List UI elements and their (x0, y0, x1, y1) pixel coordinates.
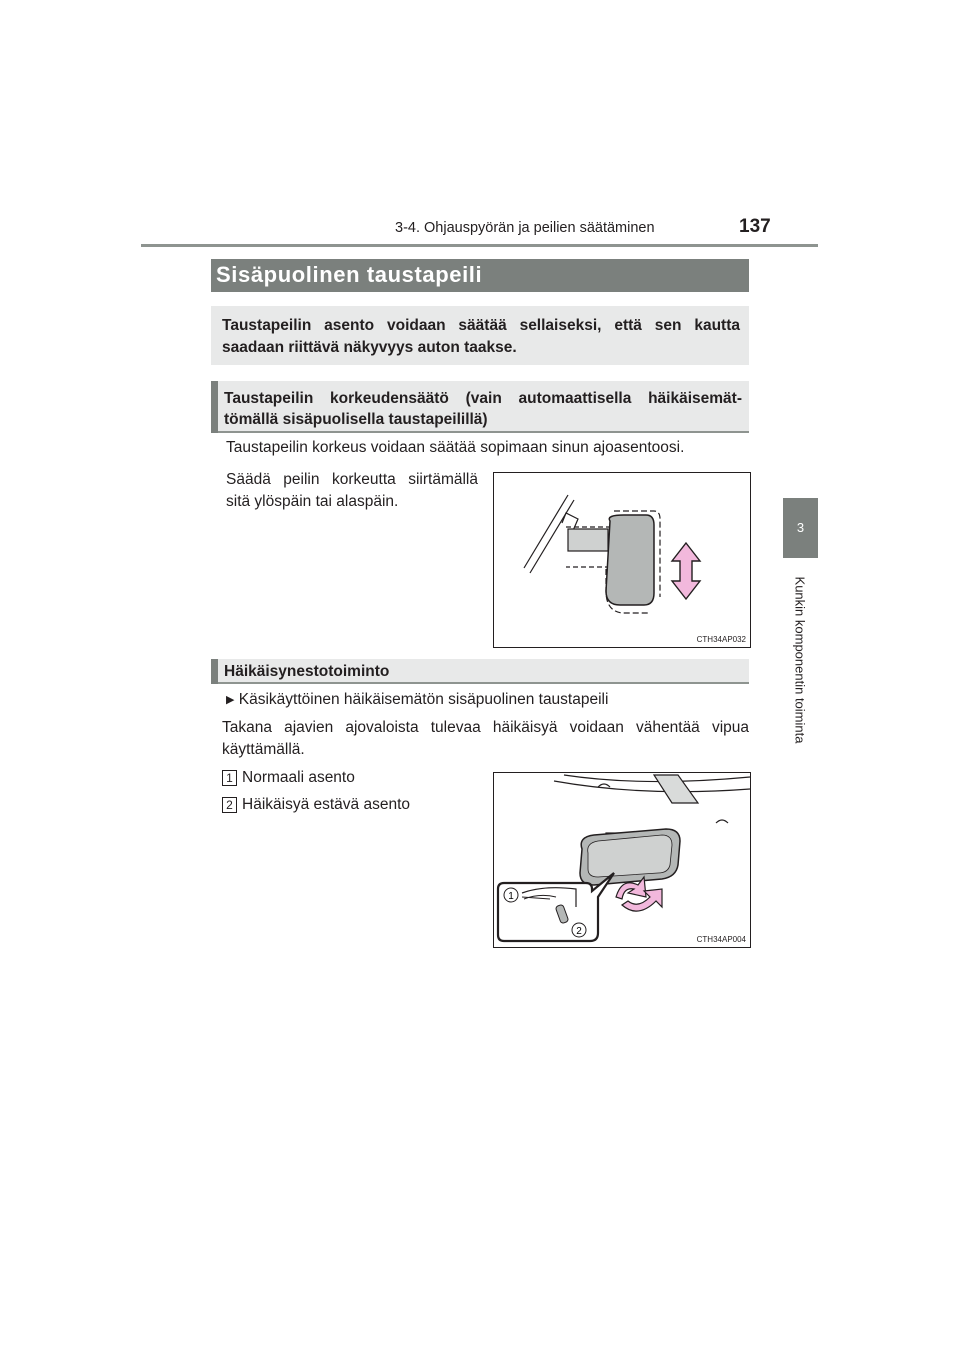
subheading-accent (211, 659, 218, 684)
chapter-tab: 3 (783, 498, 818, 558)
figure-code: CTH34AP032 (696, 635, 746, 644)
intro-text: Taustapeilin asento voidaan säätää sellaiseksi, että sen kautta saadaan riittävä näkyvyys auton taakse. (222, 317, 740, 356)
manual-mirror-text: Käsikäyttöinen häikäisemätön sisäpuolinen taustapeili (238, 691, 609, 708)
section-title: Sisäpuolinen taustapeili (216, 262, 483, 287)
subheading-antiglare: Häikäisynestotoiminto (224, 663, 390, 680)
subheading-height: Taustapeilin korkeudensäätö (vain automaattisella häikäisemät-tömällä sisäpuolisella taustapeilillä) (224, 390, 742, 428)
subheading-accent (211, 381, 218, 433)
height-instruction: Säädä peilin korkeutta siirtämällä sitä ylöspäin tai alaspäin. (226, 471, 478, 510)
chapter-tab-label: Kunkin komponentin toiminta (792, 576, 808, 744)
mirror-lever-illustration (494, 773, 750, 947)
antiglare-text: Takana ajavien ajovaloista tulevaa häikäisyä voidaan vähentää vipua käyttämällä. (222, 719, 749, 758)
header-rule (141, 244, 818, 247)
page-number: 137 (739, 216, 771, 237)
figure-code: CTH34AP004 (696, 935, 746, 944)
running-header: 3-4. Ohjauspyörän ja peilien säätäminen (395, 220, 655, 236)
manual-mirror-label (226, 689, 608, 711)
figure-mirror-height (493, 472, 751, 648)
legend-item-normal: Normaali asento (242, 769, 355, 786)
legend-item-antiglare: Häikäisyä estävä asento (242, 796, 411, 813)
callout-number: 1 (222, 770, 237, 786)
triangle-right-icon: ▶ (226, 694, 235, 706)
figure-mirror-lever (493, 772, 751, 948)
callout-1: 1 (508, 891, 514, 902)
height-text: Taustapeilin korkeus voidaan säätää sopimaan sinun ajoasentoosi. (226, 439, 685, 456)
callout-2: 2 (576, 926, 582, 937)
mirror-height-illustration (494, 473, 750, 647)
up-down-arrow-icon (672, 543, 700, 599)
callout-number: 2 (222, 797, 237, 813)
